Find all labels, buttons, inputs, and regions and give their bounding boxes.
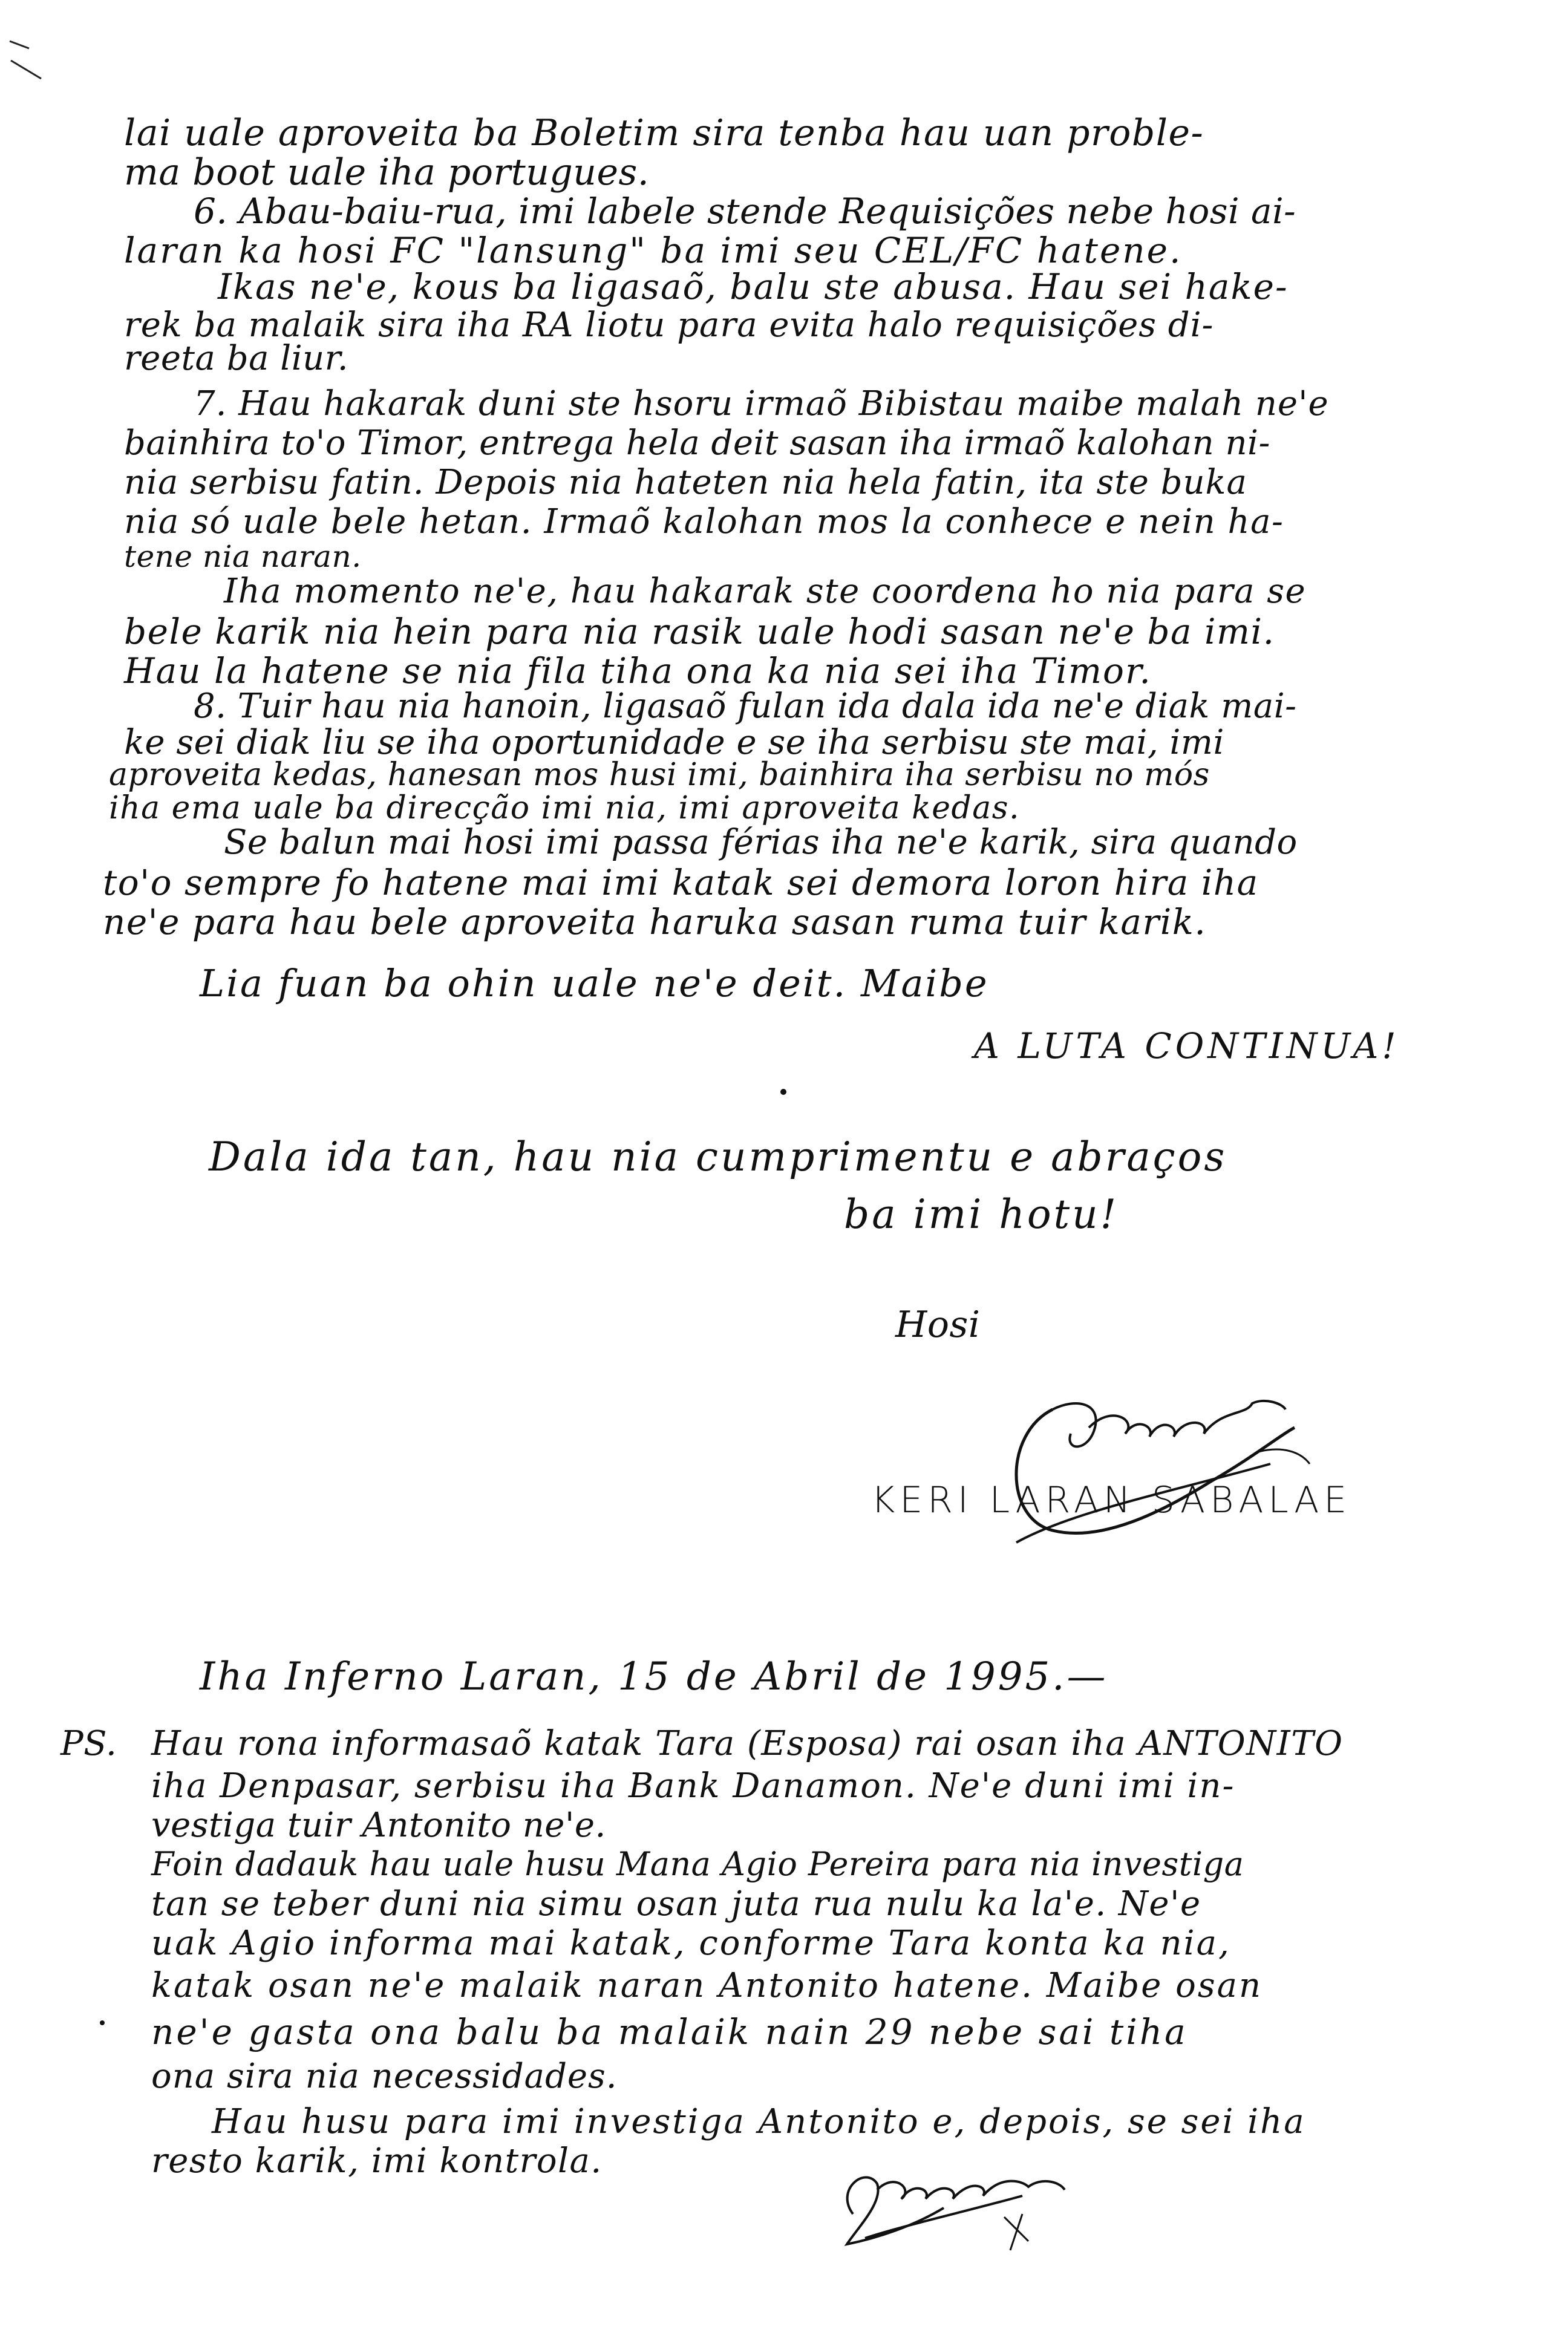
letter-line: nia serbisu fatin. Depois nia hateten nia hela fatin, ita ste buka [124, 463, 1247, 502]
date-place: Iha Inferno Laran, 15 de Abril de 1995.— [200, 1654, 1108, 1699]
ps-line: Hau rona informasaõ katak Tara (Esposa) rai osan iha ANTONITO [151, 1724, 1344, 1763]
ps-line: Foin dadauk hau uale husu Mana Agio Pereira para nia investiga [151, 1845, 1244, 1883]
ps-line: ne'e gasta ona balu ba malaik nain 29 nebe sai tiha [151, 2011, 1188, 2052]
slogan: A LUTA CONTINUA! [974, 1025, 1400, 1066]
letter-line: laran ka hosi FC "lansung" ba imi seu CEL/FC hatene. [124, 230, 1183, 271]
corner-mark [5, 36, 47, 91]
letter-line: reeta ba liur. [124, 339, 349, 378]
letter-line: Hau la hatene se nia fila tiha ona ka nia sei iha Timor. [124, 650, 1152, 691]
letter-line: bainhira to'o Timor, entrega hela deit sasan iha irmaõ kalohan ni- [124, 423, 1270, 463]
ps-line: uak Agio informa mai katak, conforme Tara konta ka nia, [151, 1924, 1231, 1963]
letter-line: Ikas ne'e, kous ba ligasaõ, balu ste abusa. Hau sei hake- [218, 266, 1289, 307]
letter-line: 8. Tuir hau nia hanoin, ligasaõ fulan ida dala ida ne'e diak mai- [194, 687, 1297, 726]
letter-line: Se balun mai hosi imi passa férias iha ne'e karik, sira quando [224, 823, 1298, 862]
letter-line: ne'e para hau bele aproveita haruka sasan ruma tuir karik. [103, 901, 1207, 942]
ps-line: Hau husu para imi investiga Antonito e, depois, se sei iha [212, 2102, 1306, 2141]
letter-line: iha ema uale ba direcção imi nia, imi aproveita kedas. [109, 790, 1020, 826]
letter-line: 7. Hau hakarak duni ste hsoru irmaõ Bibistau maibe malah ne'e [194, 384, 1329, 423]
ink-dot [100, 2020, 105, 2025]
ps-label: PS. [60, 1724, 117, 1763]
letter-line: to'o sempre fo hatene mai imi katak sei demora loron hira iha [103, 862, 1259, 903]
ps-line: ona sira nia necessidades. [151, 2057, 618, 2096]
letter-line: aproveita kedas, hanesan mos husi imi, bainhira iha serbisu no mós [109, 757, 1210, 793]
letter-line: ma boot uale iha portugues. [124, 151, 650, 194]
letter-line: Lia fuan ba ohin uale ne'e deit. Maibe [200, 961, 989, 1005]
ps-line: resto karik, imi kontrola. [151, 2141, 603, 2181]
letter-line: lai uale aproveita ba Boletim sira tenba hau uan proble- [124, 112, 1204, 154]
ink-dot [780, 1089, 786, 1095]
ps-line: tan se teber duni nia simu osan juta rua nulu ka la'e. Ne'e [151, 1884, 1201, 1924]
letter-line: ke sei diak liu se iha oportunidade e se iha serbisu ste mai, imi [124, 723, 1224, 762]
from-label: Hosi [895, 1304, 981, 1346]
closing-line: Dala ida tan, hau nia cumprimentu e abraços [209, 1134, 1227, 1180]
signature [980, 1361, 1319, 1579]
ps-line: iha Denpasar, serbisu iha Bank Danamon. Ne'e duni imi in- [151, 1766, 1235, 1806]
letter-line: Iha momento ne'e, hau hakarak ste coordena ho nia para se [224, 572, 1307, 611]
signature-ps [829, 2153, 1083, 2256]
ps-line: katak osan ne'e malaik naran Antonito hatene. Maibe osan [151, 1966, 1263, 2005]
letter-line: tene nia naran. [124, 539, 362, 574]
signer-name: KERI LARAN SABALAE [871, 1479, 1352, 1521]
closing-line: ba imi hotu! [844, 1191, 1119, 1238]
ps-line: vestiga tuir Antonito ne'e. [151, 1806, 606, 1845]
letter-line: 6. Abau-baiu-rua, imi labele stende Requisições nebe hosi ai- [194, 191, 1296, 232]
letter-line: bele karik nia hein para nia rasik uale hodi sasan ne'e ba imi. [124, 611, 1275, 652]
letter-line: rek ba malaik sira iha RA liotu para evita halo requisições di- [124, 305, 1214, 345]
letter-line: nia só uale bele hetan. Irmaõ kalohan mos la conhece e nein ha- [124, 502, 1284, 541]
